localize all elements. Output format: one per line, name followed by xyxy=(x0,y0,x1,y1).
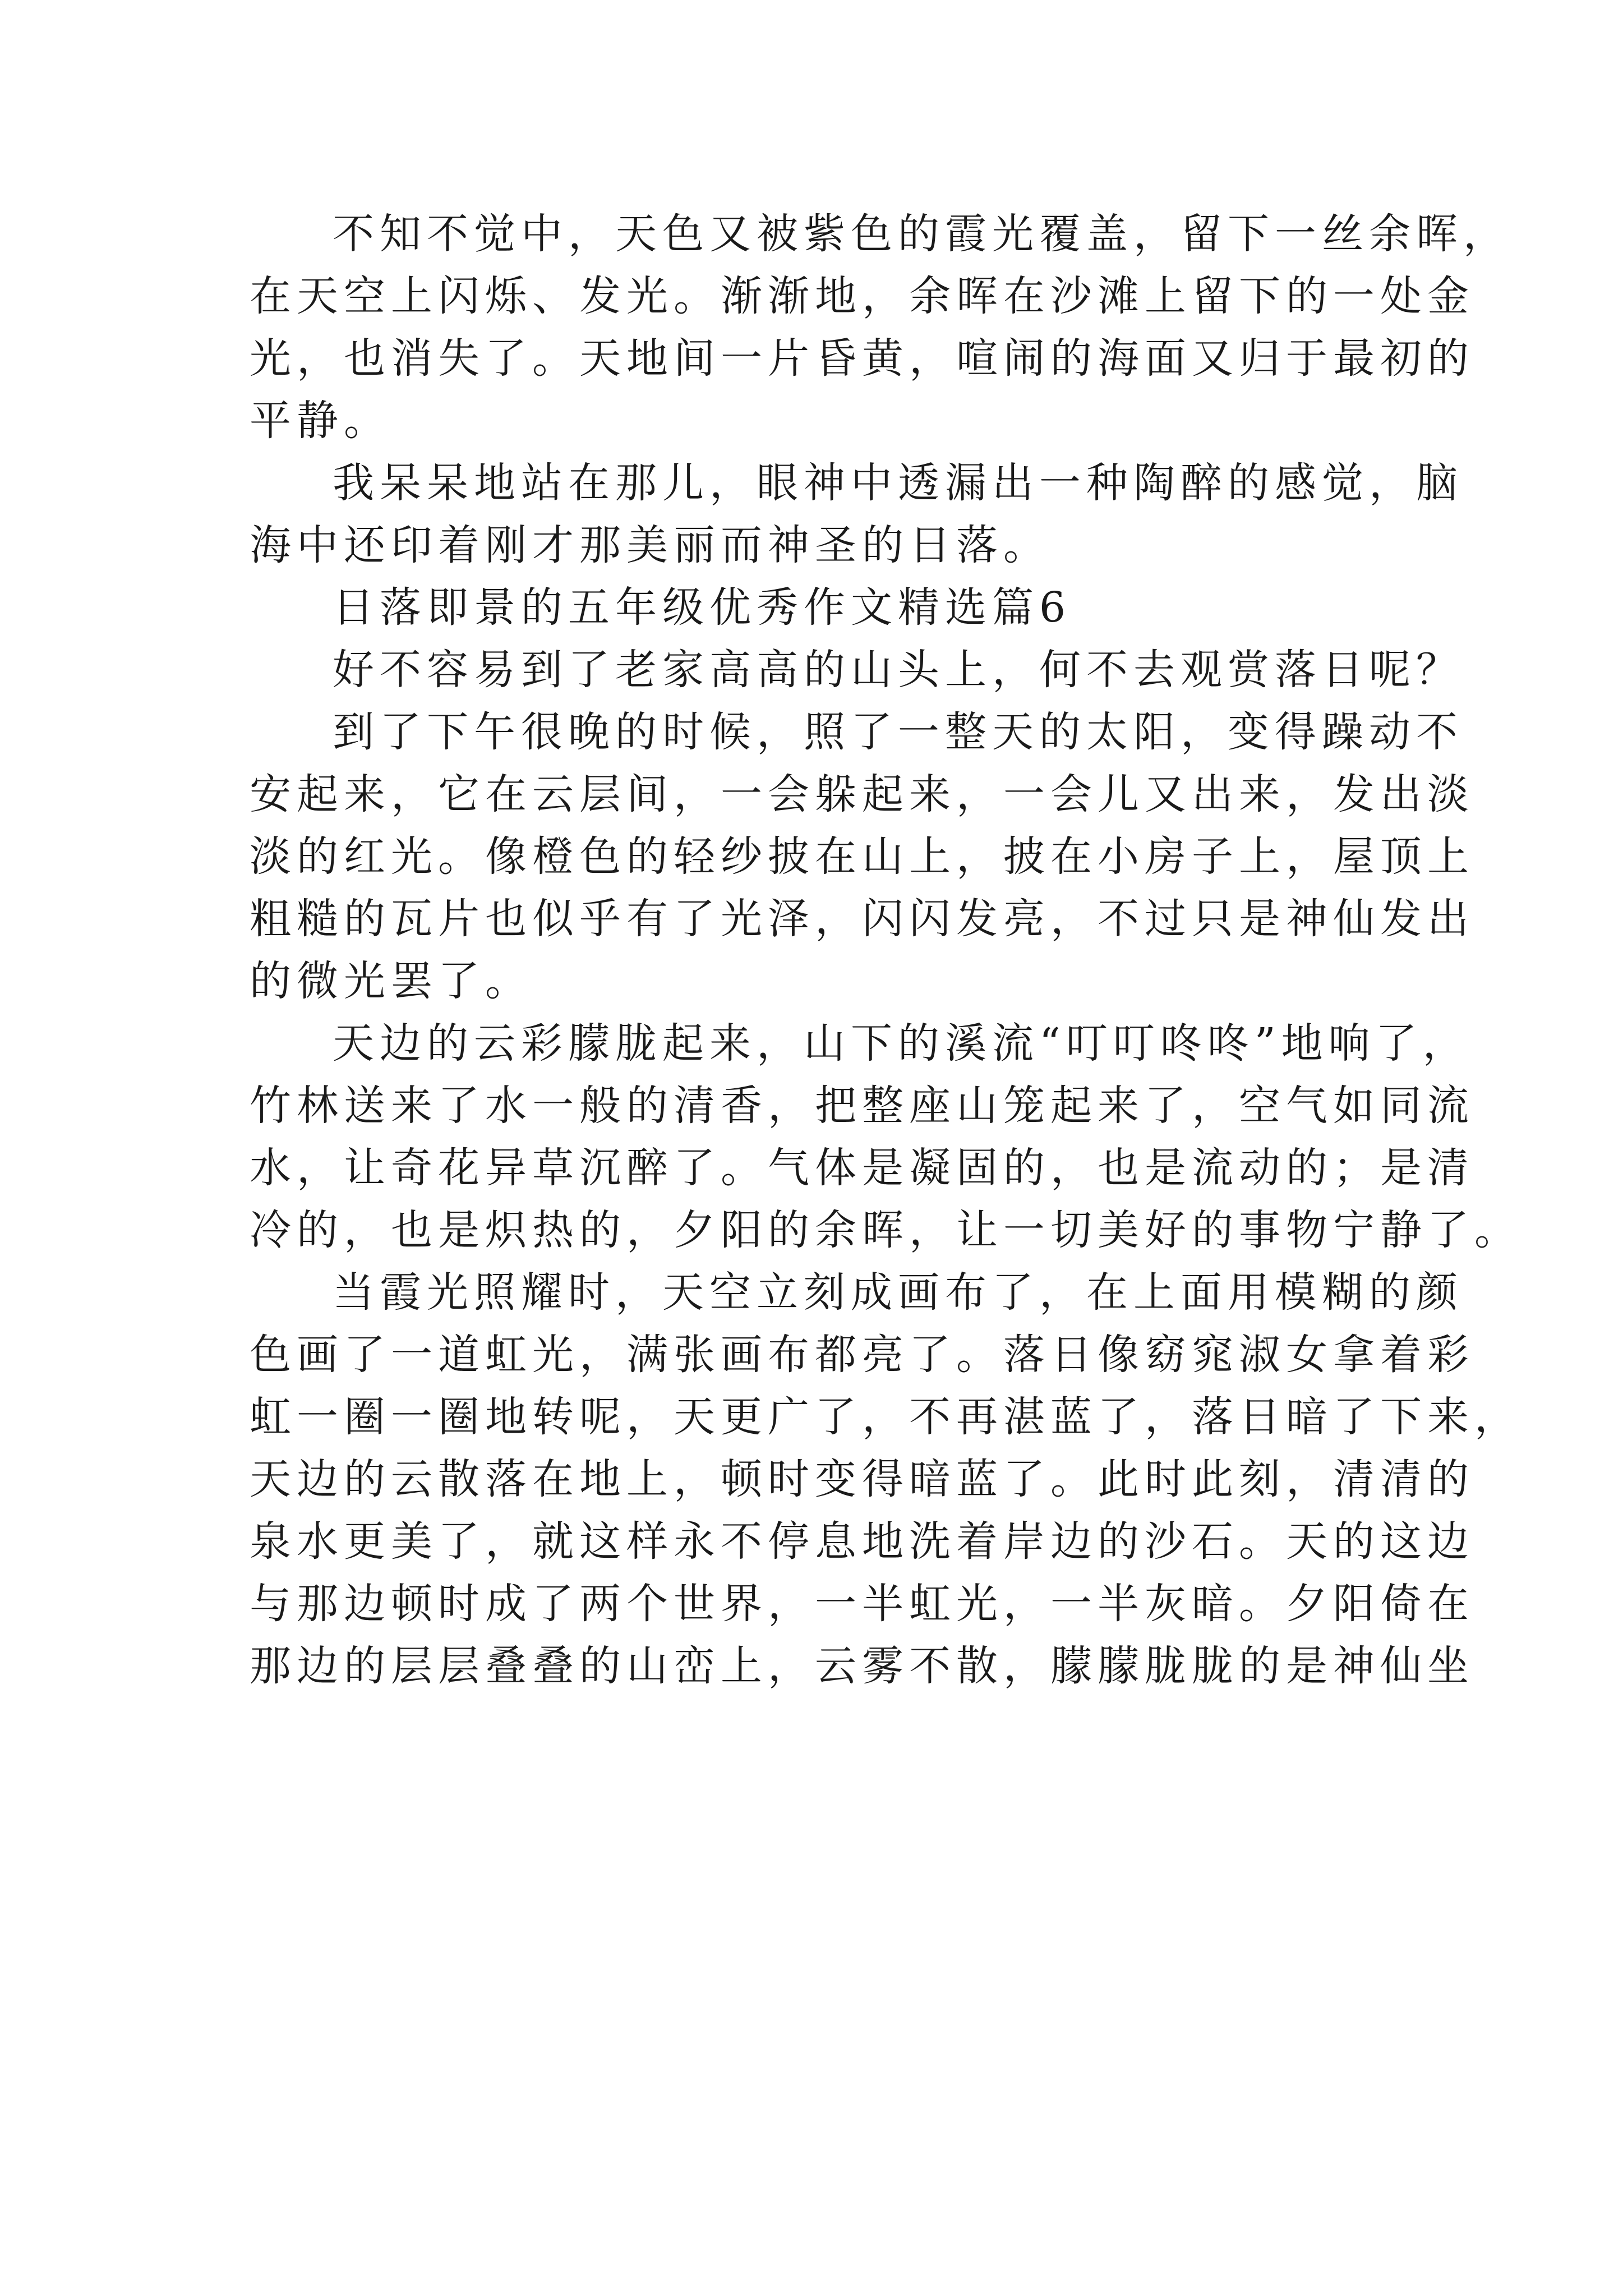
paragraph-line: 天边的云散落在地上，顿时变得暗蓝了。此时此刻，清清的 xyxy=(250,1455,1474,1503)
paragraph-line: 色画了一道虹光，满张画布都亮了。落日像窈窕淑女拿着彩 xyxy=(250,1331,1474,1379)
paragraph-line: 粗糙的瓦片也似乎有了光泽，闪闪发亮，不过只是神仙发出 xyxy=(250,895,1474,943)
paragraph-line: 虹一圈一圈地转呢，天更广了，不再湛蓝了，落日暗了下来， xyxy=(250,1393,1521,1441)
paragraph-line: 安起来，它在云层间，一会躲起来，一会儿又出来，发出淡 xyxy=(250,770,1474,818)
paragraph-line: 到了下午很晚的时候，照了一整天的太阳，变得躁动不 xyxy=(333,708,1463,756)
section-heading: 日落即景的五年级优秀作文精选篇6 xyxy=(333,583,1072,632)
paragraph-line: 与那边顿时成了两个世界，一半虹光，一半灰暗。夕阳倚在 xyxy=(250,1580,1474,1628)
paragraph-line: 的微光罢了。 xyxy=(250,957,532,1005)
paragraph-line: 好不容易到了老家高高的山头上，何不去观赏落日呢？ xyxy=(333,646,1463,694)
paragraph-line: 冷的，也是炽热的，夕阳的余晖，让一切美好的事物宁静了。 xyxy=(250,1206,1521,1254)
paragraph-line: 光，也消失了。天地间一片昏黄，喧闹的海面又归于最初的 xyxy=(250,334,1474,383)
paragraph-line: 当霞光照耀时，天空立刻成画布了，在上面用模糊的颜 xyxy=(333,1268,1463,1317)
paragraph-line: 我呆呆地站在那儿，眼神中透漏出一种陶醉的感觉，脑 xyxy=(333,459,1463,507)
paragraph-line: 淡的红光。像橙色的轻纱披在山上，披在小房子上，屋顶上 xyxy=(250,832,1474,881)
paragraph-line: 在天空上闪烁、发光。渐渐地，余晖在沙滩上留下的一处金 xyxy=(250,272,1474,320)
paragraph-line: 天边的云彩朦胧起来，山下的溪流“叮叮咚咚”地响了， xyxy=(333,1019,1470,1068)
paragraph-line: 那边的层层叠叠的山峦上，云雾不散，朦朦胧胧的是神仙坐 xyxy=(250,1642,1474,1690)
paragraph-line: 平静。 xyxy=(250,397,391,445)
paragraph-line: 竹林送来了水一般的清香，把整座山笼起来了，空气如同流 xyxy=(250,1082,1474,1130)
paragraph-line: 泉水更美了，就这样永不停息地洗着岸边的沙石。天的这边 xyxy=(250,1517,1474,1566)
paragraph-line: 不知不觉中，天色又被紫色的霞光覆盖，留下一丝余晖， xyxy=(333,210,1510,258)
paragraph-line: 海中还印着刚才那美丽而神圣的日落。 xyxy=(250,521,1050,569)
paragraph-line: 水，让奇花异草沉醉了。气体是凝固的，也是流动的；是清 xyxy=(250,1144,1474,1192)
article-body xyxy=(250,203,1521,1697)
